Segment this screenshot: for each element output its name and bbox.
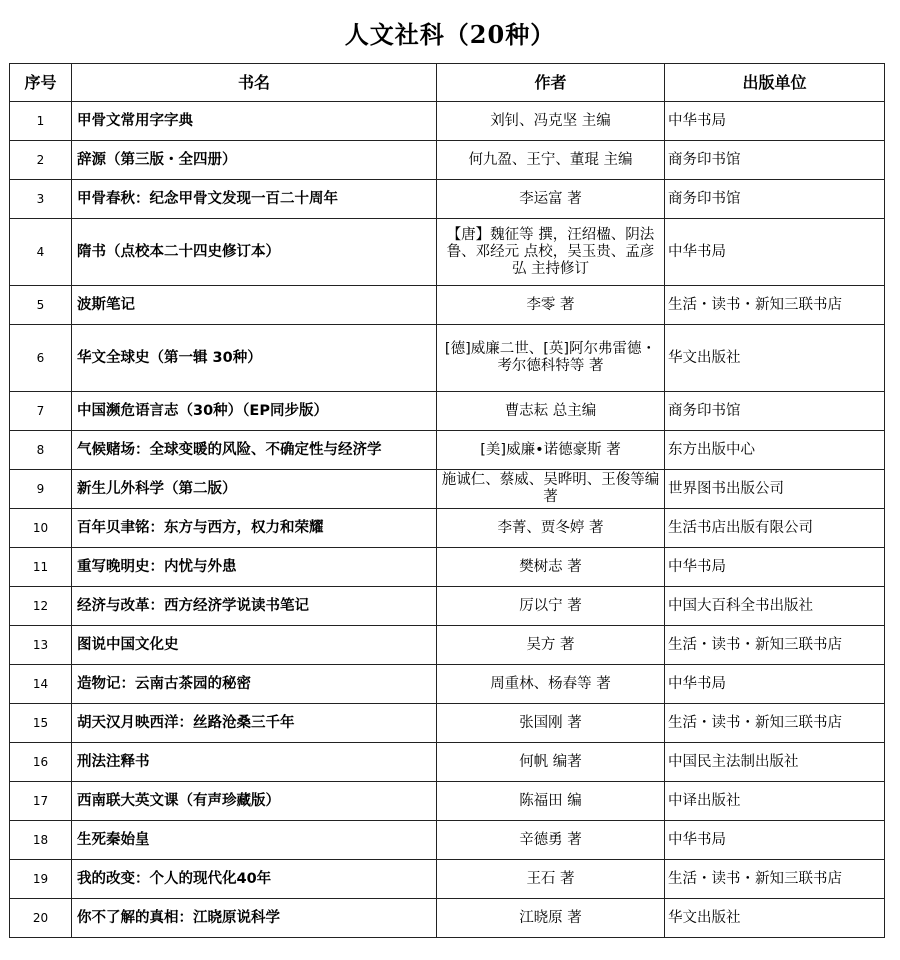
book-name: 经济与改革：西方经济学说读书笔记 [72,587,437,626]
book-publisher: 生活・读书・新知三联书店 [665,860,885,899]
book-name: 胡天汉月映西洋：丝路沧桑三千年 [72,704,437,743]
table-row [10,587,885,626]
book-author: 【唐】魏征等 撰，汪绍楹、阴法鲁、邓经元 点校，吴玉贵、孟彦弘 主持修订 [437,219,665,286]
book-publisher: 东方出版中心 [665,431,885,470]
book-author: 李菁、贾冬婷 著 [437,509,665,548]
book-publisher: 中华书局 [665,665,885,704]
table-row [10,548,885,587]
book-list-table [9,63,885,938]
table-row [10,743,885,782]
table-row [10,102,885,141]
book-name: 造物记：云南古茶园的秘密 [72,665,437,704]
table-row [10,180,885,219]
book-author: 樊树志 著 [437,548,665,587]
table-row [10,470,885,509]
book-publisher: 中华书局 [665,219,885,286]
book-publisher: 世界图书出版公司 [665,470,885,509]
book-name: 西南联大英文课（有声珍藏版） [72,782,437,821]
table-row [10,392,885,431]
book-name: 甲骨春秋：纪念甲骨文发现一百二十周年 [72,180,437,219]
row-index: 19 [10,860,72,899]
book-publisher: 中华书局 [665,548,885,587]
table-row [10,899,885,938]
row-index: 12 [10,587,72,626]
row-index: 11 [10,548,72,587]
table-row [10,219,885,286]
book-publisher: 生活・读书・新知三联书店 [665,286,885,325]
row-index: 1 [10,102,72,141]
row-index: 2 [10,141,72,180]
book-author: 李运富 著 [437,180,665,219]
book-publisher: 华文出版社 [665,325,885,392]
book-author: 李零 著 [437,286,665,325]
book-author: 王石 著 [437,860,665,899]
table-row [10,665,885,704]
table-row [10,860,885,899]
table-row [10,509,885,548]
header-publisher: 出版单位 [665,64,885,102]
book-publisher: 中译出版社 [665,782,885,821]
row-index: 18 [10,821,72,860]
book-author: 刘钊、冯克坚 主编 [437,102,665,141]
book-author: 陈福田 编 [437,782,665,821]
header-author: 作者 [437,64,665,102]
book-publisher: 中国大百科全书出版社 [665,587,885,626]
book-name: 刑法注释书 [72,743,437,782]
row-index: 4 [10,219,72,286]
book-author: 施诚仁、蔡威、吴晔明、王俊等编著 [437,470,665,509]
book-name: 华文全球史（第一辑 30种） [72,325,437,392]
book-author: 张国刚 著 [437,704,665,743]
book-name: 隋书（点校本二十四史修订本） [72,219,437,286]
row-index: 3 [10,180,72,219]
book-author: 厉以宁 著 [437,587,665,626]
row-index: 13 [10,626,72,665]
book-name: 你不了解的真相：江晓原说科学 [72,899,437,938]
book-publisher: 生活・读书・新知三联书店 [665,704,885,743]
book-publisher: 生活・读书・新知三联书店 [665,626,885,665]
book-publisher: 商务印书馆 [665,141,885,180]
book-name: 甲骨文常用字字典 [72,102,437,141]
row-index: 20 [10,899,72,938]
table-row [10,626,885,665]
table-row [10,325,885,392]
book-name: 新生儿外科学（第二版） [72,470,437,509]
book-author: 江晓原 著 [437,899,665,938]
book-publisher: 生活书店出版有限公司 [665,509,885,548]
book-name: 我的改变：个人的现代化40年 [72,860,437,899]
book-name: 生死秦始皇 [72,821,437,860]
row-index: 5 [10,286,72,325]
book-author: 吴方 著 [437,626,665,665]
page-title: 人文社科（20种） [344,20,556,49]
book-publisher: 中国民主法制出版社 [665,743,885,782]
book-author: 何九盈、王宁、董琨 主编 [437,141,665,180]
book-name: 辞源（第三版・全四册） [72,141,437,180]
table-row [10,704,885,743]
row-index: 15 [10,704,72,743]
book-name: 重写晚明史：内忧与外患 [72,548,437,587]
book-author: [美]威廉•诺德豪斯 著 [437,431,665,470]
row-index: 10 [10,509,72,548]
book-name: 波斯笔记 [72,286,437,325]
header-book-name: 书名 [72,64,437,102]
book-author: 何帆 编著 [437,743,665,782]
row-index: 7 [10,392,72,431]
row-index: 8 [10,431,72,470]
book-publisher: 商务印书馆 [665,180,885,219]
table-row [10,431,885,470]
table-row [10,286,885,325]
book-name: 中国濒危语言志（30种）（EP同步版） [72,392,437,431]
book-author: 辛德勇 著 [437,821,665,860]
row-index: 9 [10,470,72,509]
book-author: 周重林、杨春等 著 [437,665,665,704]
table-header-row [10,64,885,102]
row-index: 6 [10,325,72,392]
row-index: 14 [10,665,72,704]
book-name: 气候赌场：全球变暖的风险、不确定性与经济学 [72,431,437,470]
row-index: 16 [10,743,72,782]
book-author: [德]威廉二世、[英]阿尔弗雷德・考尔德科特等 著 [437,325,665,392]
table-row [10,141,885,180]
book-publisher: 中华书局 [665,821,885,860]
book-publisher: 商务印书馆 [665,392,885,431]
header-index: 序号 [10,64,72,102]
book-publisher: 华文出版社 [665,899,885,938]
book-publisher: 中华书局 [665,102,885,141]
book-name: 百年贝聿铭：东方与西方，权力和荣耀 [72,509,437,548]
table-row [10,821,885,860]
row-index: 17 [10,782,72,821]
book-name: 图说中国文化史 [72,626,437,665]
book-author: 曹志耘 总主编 [437,392,665,431]
table-row [10,782,885,821]
